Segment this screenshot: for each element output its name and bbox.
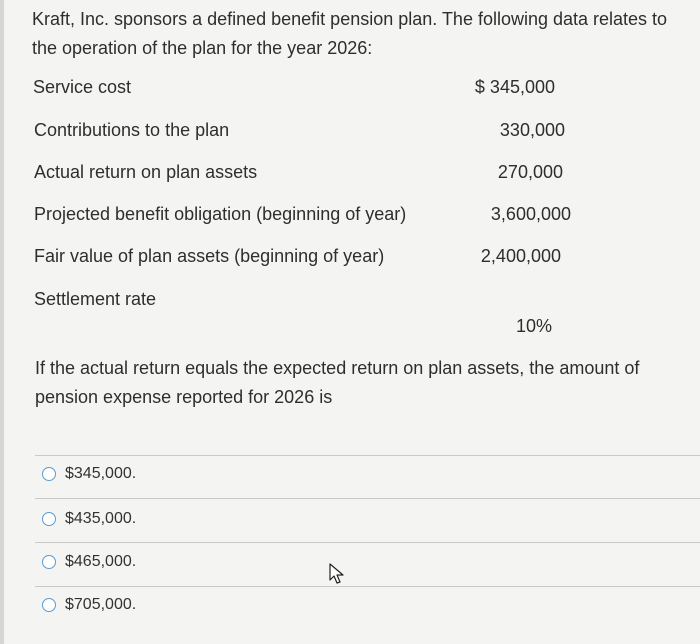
option-label: $705,000. [65,596,137,613]
question-intro: Kraft, Inc. sponsors a defined benefit pension plan. The following data relates to the operation of the plan for the year 2026: [32,9,668,58]
row-value-service-cost: $ 345,000 [474,77,555,97]
option-label: $435,000. [65,510,137,527]
row-value-contributions: 330,000 [499,120,565,140]
row-value-pbo: 3,600,000 [490,204,571,224]
radio-button[interactable] [42,598,56,612]
radio-button[interactable] [42,555,56,569]
divider [35,498,700,499]
radio-button[interactable] [42,512,56,526]
divider [35,586,700,587]
question-prompt: If the actual return equals the expected return on plan assets, the amount of pension expense reported for 2026 is [35,358,640,407]
option-435000[interactable] [42,510,136,528]
divider [35,542,700,543]
row-value-settlement-rate: 10% [515,316,552,336]
row-label-actual-return: Actual return on plan assets [34,162,258,182]
row-label-settlement-rate: Settlement rate [34,289,157,309]
left-border [0,0,4,644]
row-label-service-cost: Service cost [33,77,132,97]
option-705000[interactable] [42,596,136,614]
option-345000[interactable] [42,465,136,483]
row-label-contributions: Contributions to the plan [34,120,230,140]
option-label: $465,000. [65,553,137,570]
option-465000[interactable] [42,553,136,571]
mouse-pointer-icon [328,563,346,585]
row-label-pbo: Projected benefit obligation (beginning of year) [34,204,407,224]
row-label-fair-value: Fair value of plan assets (beginning of year) [34,246,385,266]
radio-button[interactable] [42,467,56,481]
row-value-actual-return: 270,000 [497,162,563,182]
divider [35,455,700,456]
row-value-fair-value: 2,400,000 [480,246,561,266]
option-label: $345,000. [65,465,137,482]
